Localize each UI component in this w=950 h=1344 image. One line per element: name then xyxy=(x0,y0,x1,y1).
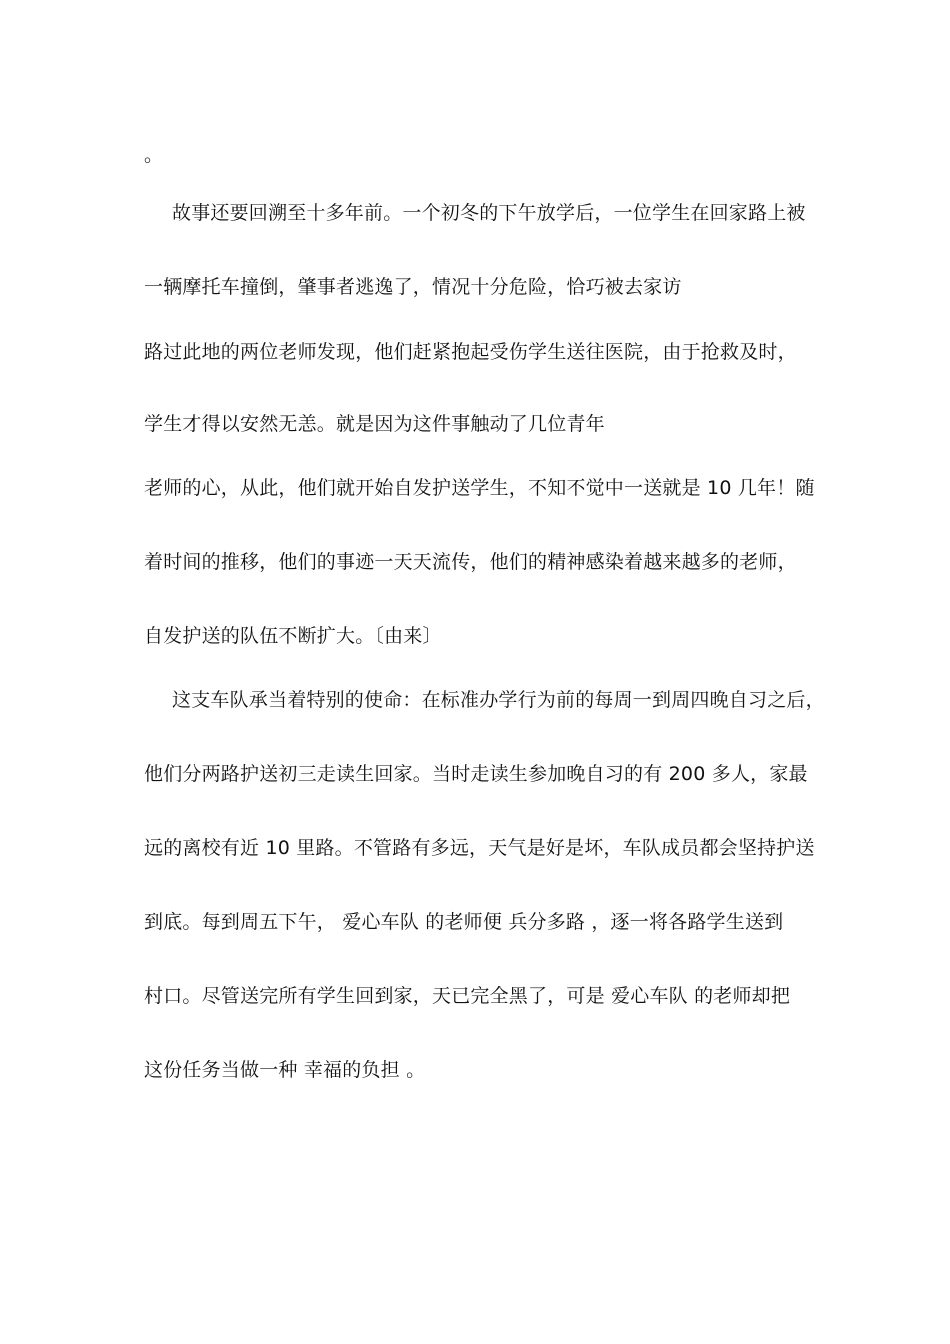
paragraph-1-line-5: 老师的心，从此，他们就开始自发护送学生，不知不觉中一送就是 10 几年！随 xyxy=(144,477,815,499)
paragraph-2-line-3: 远的离校有近 10 里路。不管路有多远，天气是好是坏，车队成员都会坚持护送 xyxy=(144,837,815,859)
paragraph-1-line-7: 自发护送的队伍不断扩大。〔由来〕 xyxy=(144,625,442,647)
paragraph-1-line-3: 路过此地的两位老师发现，他们赶紧抱起受伤学生送往医院，由于抢救及时， xyxy=(144,341,797,363)
paragraph-2-line-5: 村口。尽管送完所有学生回到家，天已完全黑了，可是 爱心车队 的老师却把 xyxy=(144,985,791,1007)
paragraph-1-line-1: 故事还要回溯至十多年前。一个初冬的下午放学后，一位学生在回家路上被 xyxy=(172,202,806,224)
text-line: 。 xyxy=(144,144,164,166)
paragraph-2-line-4: 到底。每到周五下午， 爱心车队 的老师便 兵分多路 ，逐一将各路学生送到 xyxy=(144,911,784,933)
paragraph-1-line-4: 学生才得以安然无恙。就是因为这件事触动了几位青年 xyxy=(144,413,605,435)
paragraph-2-line-1: 这支车队承当着特别的使命：在标准办学行为前的每周一到周四晚自习之后， xyxy=(172,689,825,711)
paragraph-2-line-2: 他们分两路护送初三走读生回家。当时走读生参加晚自习的有 200 多人，家最 xyxy=(144,763,808,785)
paragraph-2-line-6: 这份任务当做一种 幸福的负担 。 xyxy=(144,1059,426,1081)
paragraph-1-line-2: 一辆摩托车撞倒，肇事者逃逸了，情况十分危险，恰巧被去家访 xyxy=(144,276,682,298)
paragraph-1-line-6: 着时间的推移，他们的事迹一天天流传，他们的精神感染着越来越多的老师， xyxy=(144,551,797,573)
